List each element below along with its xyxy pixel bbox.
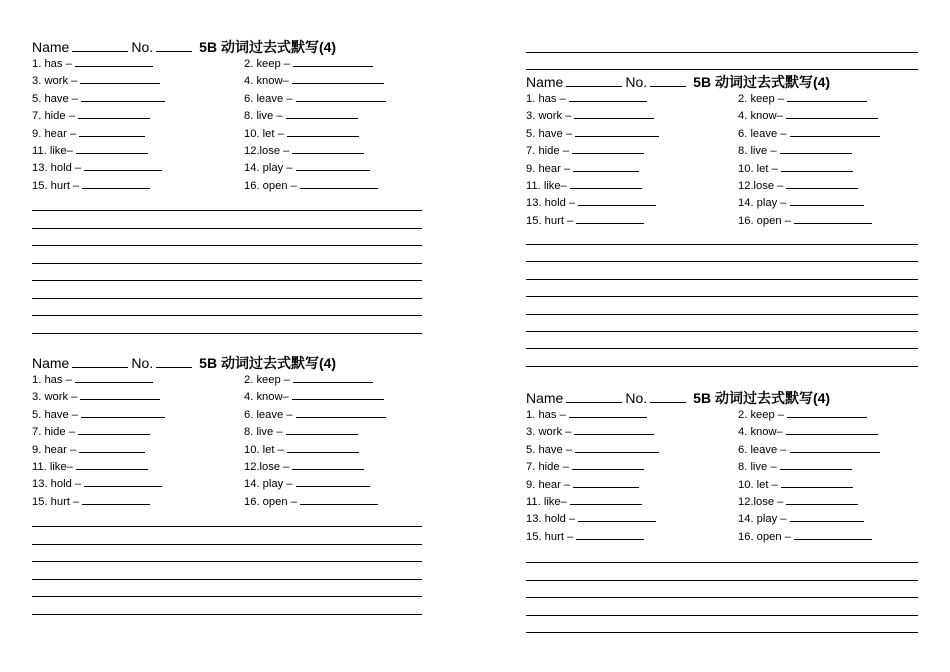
worksheet-header: [32, 37, 336, 57]
verb-item: [738, 510, 864, 528]
verb-item: [244, 142, 364, 160]
verb-label: 7. hide –: [526, 145, 569, 158]
answer-blank[interactable]: [574, 107, 654, 119]
answer-blank[interactable]: [572, 142, 644, 154]
writing-line[interactable]: [526, 261, 918, 262]
verb-item: [738, 476, 853, 494]
answer-blank[interactable]: [81, 406, 165, 418]
answer-blank[interactable]: [570, 493, 642, 505]
verb-label: 1. has –: [526, 93, 566, 105]
worksheet-header: [526, 388, 830, 408]
verb-list: [32, 371, 432, 510]
verb-item: [526, 125, 659, 143]
writing-line[interactable]: [32, 561, 422, 562]
worksheet-header: [32, 353, 336, 373]
name-blank[interactable]: [566, 390, 622, 403]
verb-row: [526, 160, 926, 177]
verb-item: [526, 476, 639, 494]
verb-item: [738, 441, 880, 459]
verb-item: [244, 55, 373, 73]
verb-label: 10. let –: [244, 127, 284, 140]
verb-item: [738, 528, 872, 546]
verb-label: 9. hear –: [32, 443, 77, 456]
verb-label: 13. hold –: [32, 478, 82, 491]
writing-line[interactable]: [526, 348, 918, 349]
answer-blank[interactable]: [794, 212, 872, 224]
answer-blank[interactable]: [79, 441, 145, 453]
answer-blank[interactable]: [292, 388, 384, 400]
verb-item: [32, 388, 160, 406]
verb-row: [32, 142, 432, 159]
answer-blank[interactable]: [790, 510, 864, 522]
verb-list: [32, 55, 432, 194]
verb-item: [738, 212, 872, 230]
verb-row: [32, 423, 432, 440]
answer-blank[interactable]: [780, 142, 852, 154]
verb-item: [32, 90, 165, 108]
verb-item: [738, 125, 880, 143]
verb-label: 12.lose –: [244, 460, 290, 473]
verb-item: [32, 177, 150, 195]
verb-item: [526, 212, 644, 230]
verb-label: 3. work –: [526, 110, 572, 123]
answer-blank[interactable]: [787, 406, 867, 418]
verb-item: [244, 107, 358, 125]
verb-item: [526, 142, 644, 160]
writing-line[interactable]: [32, 263, 422, 264]
writing-line: [526, 69, 918, 70]
verb-label: 13. hold –: [32, 162, 82, 175]
verb-item: [738, 493, 858, 511]
writing-line[interactable]: [526, 615, 918, 616]
verb-label: 5. have –: [526, 443, 573, 456]
verb-label: 6. leave –: [738, 443, 787, 456]
writing-line[interactable]: [32, 614, 422, 615]
writing-line[interactable]: [32, 280, 422, 281]
number-blank[interactable]: [650, 390, 686, 403]
answer-blank[interactable]: [569, 90, 647, 102]
verb-item: [32, 159, 162, 177]
writing-line[interactable]: [32, 210, 422, 211]
answer-blank[interactable]: [786, 423, 878, 435]
writing-line[interactable]: [526, 562, 918, 563]
answer-blank[interactable]: [296, 406, 386, 418]
verb-label: 8. live –: [244, 426, 283, 439]
writing-line[interactable]: [32, 526, 422, 527]
number-label: No.: [625, 74, 648, 90]
verb-row: [526, 441, 926, 458]
verb-item: [526, 458, 644, 476]
verb-label: 7. hide –: [526, 461, 569, 474]
verb-item: [244, 177, 378, 195]
answer-blank[interactable]: [293, 371, 373, 383]
answer-blank[interactable]: [578, 510, 656, 522]
verb-row: [526, 406, 926, 423]
verb-item: [738, 194, 864, 212]
writing-line[interactable]: [32, 228, 422, 229]
writing-line[interactable]: [32, 544, 422, 545]
verb-item: [526, 107, 654, 125]
verb-label: 4. know–: [244, 75, 289, 88]
answer-blank[interactable]: [75, 55, 153, 67]
verb-row: [526, 528, 926, 545]
name-blank[interactable]: [566, 74, 622, 87]
answer-blank[interactable]: [576, 212, 644, 224]
verb-label: 13. hold –: [526, 197, 576, 210]
verb-item: [244, 406, 386, 424]
verb-label: 11. like–: [32, 144, 73, 157]
verb-label: 16. open –: [738, 530, 791, 543]
writing-line[interactable]: [32, 596, 422, 597]
verb-row: [526, 212, 926, 229]
writing-line[interactable]: [526, 314, 918, 315]
verb-label: 2. keep –: [738, 93, 785, 105]
verb-row: [526, 458, 926, 475]
verb-row: [32, 55, 432, 72]
answer-blank[interactable]: [572, 458, 644, 470]
name-blank[interactable]: [72, 39, 128, 52]
answer-blank[interactable]: [82, 177, 150, 189]
verb-list: [526, 90, 926, 229]
answer-blank[interactable]: [573, 160, 639, 172]
writing-line[interactable]: [32, 315, 422, 316]
answer-blank[interactable]: [574, 423, 654, 435]
verb-item: [244, 423, 358, 441]
verb-row: [32, 107, 432, 124]
verb-label: 5. have –: [526, 127, 573, 140]
verb-item: [526, 90, 647, 108]
verb-label: 13. hold –: [526, 513, 576, 526]
verb-item: [32, 458, 148, 476]
verb-label: 7. hide –: [32, 426, 75, 439]
verb-item: [244, 125, 359, 143]
verb-item: [738, 177, 858, 195]
name-label: Name: [32, 355, 70, 371]
verb-item: [244, 475, 370, 493]
writing-line[interactable]: [32, 333, 422, 334]
verb-label: 8. live –: [738, 461, 777, 474]
verb-label: 6. leave –: [244, 92, 293, 105]
writing-line[interactable]: [526, 279, 918, 280]
verb-label: 15. hurt –: [526, 214, 574, 227]
answer-blank[interactable]: [286, 107, 358, 119]
writing-line[interactable]: [526, 632, 918, 633]
verb-label: 4. know–: [738, 426, 783, 439]
answer-blank[interactable]: [781, 476, 853, 488]
answer-blank[interactable]: [80, 72, 160, 84]
answer-blank[interactable]: [84, 475, 162, 487]
answer-blank[interactable]: [786, 493, 858, 505]
verb-row: [526, 177, 926, 194]
answer-blank[interactable]: [786, 107, 878, 119]
verb-row: [526, 194, 926, 211]
answer-blank[interactable]: [81, 90, 165, 102]
verb-item: [738, 423, 878, 441]
verb-label: 16. open –: [244, 179, 297, 192]
verb-row: [526, 510, 926, 527]
verb-item: [244, 388, 384, 406]
verb-item: [244, 371, 373, 389]
verb-label: 1. has –: [32, 374, 72, 386]
answer-blank[interactable]: [576, 528, 644, 540]
verb-item: [738, 107, 878, 125]
verb-label: 12.lose –: [244, 144, 290, 157]
verb-label: 10. let –: [738, 478, 778, 491]
verb-item: [526, 160, 639, 178]
name-label: Name: [32, 39, 70, 55]
verb-label: 3. work –: [32, 75, 78, 88]
answer-blank[interactable]: [78, 107, 150, 119]
verb-label: 5. have –: [32, 92, 79, 105]
name-label: Name: [526, 74, 564, 90]
verb-item: [32, 423, 150, 441]
verb-item: [32, 125, 145, 143]
verb-label: 2. keep –: [244, 374, 291, 386]
answer-blank[interactable]: [300, 177, 378, 189]
verb-row: [32, 177, 432, 194]
verb-label: 16. open –: [244, 495, 297, 508]
verb-row: [32, 388, 432, 405]
verb-label: 6. leave –: [244, 408, 293, 421]
verb-label: 2. keep –: [738, 409, 785, 421]
answer-blank[interactable]: [790, 125, 880, 137]
verb-label: 12.lose –: [738, 495, 784, 508]
verb-label: 1. has –: [526, 409, 566, 421]
verb-row: [32, 371, 432, 388]
verb-label: 15. hurt –: [32, 179, 80, 192]
writing-line[interactable]: [526, 331, 918, 332]
verb-row: [32, 475, 432, 492]
verb-item: [32, 107, 150, 125]
worksheet-title: 5B 动词过去式默写(4): [693, 390, 831, 406]
answer-blank[interactable]: [575, 125, 659, 137]
answer-blank[interactable]: [570, 177, 642, 189]
verb-label: 11. like–: [526, 495, 567, 508]
verb-label: 14. play –: [738, 513, 787, 526]
answer-blank[interactable]: [300, 493, 378, 505]
verb-label: 5. have –: [32, 408, 79, 421]
answer-blank[interactable]: [286, 423, 358, 435]
verb-item: [244, 72, 384, 90]
answer-blank[interactable]: [84, 159, 162, 171]
verb-item: [738, 406, 867, 424]
worksheet-header: [526, 72, 830, 92]
answer-blank[interactable]: [578, 194, 656, 206]
verb-item: [32, 55, 153, 73]
worksheet-title: 5B 动词过去式默写(4): [199, 355, 337, 371]
verb-label: 8. live –: [244, 110, 283, 123]
verb-label: 14. play –: [244, 478, 293, 491]
answer-blank[interactable]: [296, 90, 386, 102]
verb-label: 4. know–: [738, 110, 783, 123]
writing-line[interactable]: [32, 579, 422, 580]
verb-label: 6. leave –: [738, 127, 787, 140]
verb-row: [32, 125, 432, 142]
writing-line[interactable]: [526, 597, 918, 598]
verb-label: 10. let –: [738, 162, 778, 175]
verb-item: [244, 493, 378, 511]
verb-row: [526, 493, 926, 510]
answer-blank[interactable]: [76, 142, 148, 154]
verb-row: [32, 72, 432, 89]
writing-line[interactable]: [32, 245, 422, 246]
verb-label: 9. hear –: [526, 162, 571, 175]
answer-blank[interactable]: [781, 160, 853, 172]
verb-label: 3. work –: [526, 426, 572, 439]
verb-item: [526, 528, 644, 546]
number-label: No.: [131, 355, 154, 371]
verb-row: [32, 406, 432, 423]
answer-blank[interactable]: [287, 125, 359, 137]
verb-item: [32, 475, 162, 493]
verb-row: [526, 142, 926, 159]
writing-line[interactable]: [32, 298, 422, 299]
answer-blank[interactable]: [75, 371, 153, 383]
verb-label: 14. play –: [244, 162, 293, 175]
answer-blank[interactable]: [786, 177, 858, 189]
verb-row: [526, 107, 926, 124]
verb-label: 15. hurt –: [32, 495, 80, 508]
verb-list: [526, 406, 926, 545]
verb-item: [526, 177, 642, 195]
number-blank[interactable]: [156, 39, 192, 52]
answer-blank[interactable]: [573, 476, 639, 488]
name-label: Name: [526, 390, 564, 406]
verb-item: [738, 160, 853, 178]
verb-label: 3. work –: [32, 391, 78, 404]
verb-row: [32, 458, 432, 475]
verb-item: [526, 194, 656, 212]
writing-line[interactable]: [526, 580, 918, 581]
verb-item: [526, 510, 656, 528]
worksheet-title: 5B 动词过去式默写(4): [199, 39, 337, 55]
worksheet-title: 5B 动词过去式默写(4): [693, 74, 831, 90]
verb-item: [244, 90, 386, 108]
verb-item: [32, 441, 145, 459]
writing-line[interactable]: [526, 296, 918, 297]
number-label: No.: [625, 390, 648, 406]
verb-row: [526, 125, 926, 142]
verb-item: [526, 493, 642, 511]
answer-blank[interactable]: [296, 159, 370, 171]
number-blank[interactable]: [156, 355, 192, 368]
verb-item: [32, 142, 148, 160]
verb-item: [738, 90, 867, 108]
verb-row: [526, 476, 926, 493]
answer-blank[interactable]: [296, 475, 370, 487]
writing-line[interactable]: [526, 244, 918, 245]
answer-blank[interactable]: [292, 142, 364, 154]
verb-label: 10. let –: [244, 443, 284, 456]
verb-label: 16. open –: [738, 214, 791, 227]
answer-blank[interactable]: [82, 493, 150, 505]
verb-label: 2. keep –: [244, 58, 291, 70]
verb-row: [32, 441, 432, 458]
verb-label: 8. live –: [738, 145, 777, 158]
name-blank[interactable]: [72, 355, 128, 368]
verb-item: [526, 441, 659, 459]
verb-label: 11. like–: [526, 179, 567, 192]
writing-line[interactable]: [526, 366, 918, 367]
answer-blank[interactable]: [790, 194, 864, 206]
verb-label: 11. like–: [32, 460, 73, 473]
verb-row: [526, 423, 926, 440]
verb-label: 12.lose –: [738, 179, 784, 192]
verb-label: 14. play –: [738, 197, 787, 210]
number-label: No.: [131, 39, 154, 55]
answer-blank[interactable]: [293, 55, 373, 67]
answer-blank[interactable]: [575, 441, 659, 453]
answer-blank[interactable]: [794, 528, 872, 540]
answer-blank[interactable]: [79, 125, 145, 137]
verb-item: [526, 423, 654, 441]
verb-label: 4. know–: [244, 391, 289, 404]
verb-row: [526, 90, 926, 107]
verb-item: [738, 142, 852, 160]
answer-blank[interactable]: [76, 458, 148, 470]
verb-label: 15. hurt –: [526, 530, 574, 543]
verb-label: 9. hear –: [32, 127, 77, 140]
answer-blank[interactable]: [292, 72, 384, 84]
verb-label: 9. hear –: [526, 478, 571, 491]
verb-row: [32, 493, 432, 510]
verb-label: 7. hide –: [32, 110, 75, 123]
verb-item: [32, 371, 153, 389]
number-blank[interactable]: [650, 74, 686, 87]
verb-item: [32, 406, 165, 424]
answer-blank[interactable]: [780, 458, 852, 470]
verb-row: [32, 90, 432, 107]
writing-line: [526, 52, 918, 53]
answer-blank[interactable]: [790, 441, 880, 453]
verb-item: [526, 406, 647, 424]
answer-blank[interactable]: [787, 90, 867, 102]
verb-item: [244, 441, 359, 459]
answer-blank[interactable]: [569, 406, 647, 418]
verb-item: [738, 458, 852, 476]
answer-blank[interactable]: [292, 458, 364, 470]
answer-blank[interactable]: [80, 388, 160, 400]
verb-item: [244, 159, 370, 177]
verb-item: [32, 493, 150, 511]
answer-blank[interactable]: [78, 423, 150, 435]
answer-blank[interactable]: [287, 441, 359, 453]
verb-item: [244, 458, 364, 476]
verb-label: 1. has –: [32, 58, 72, 70]
verb-row: [32, 159, 432, 176]
verb-item: [32, 72, 160, 90]
